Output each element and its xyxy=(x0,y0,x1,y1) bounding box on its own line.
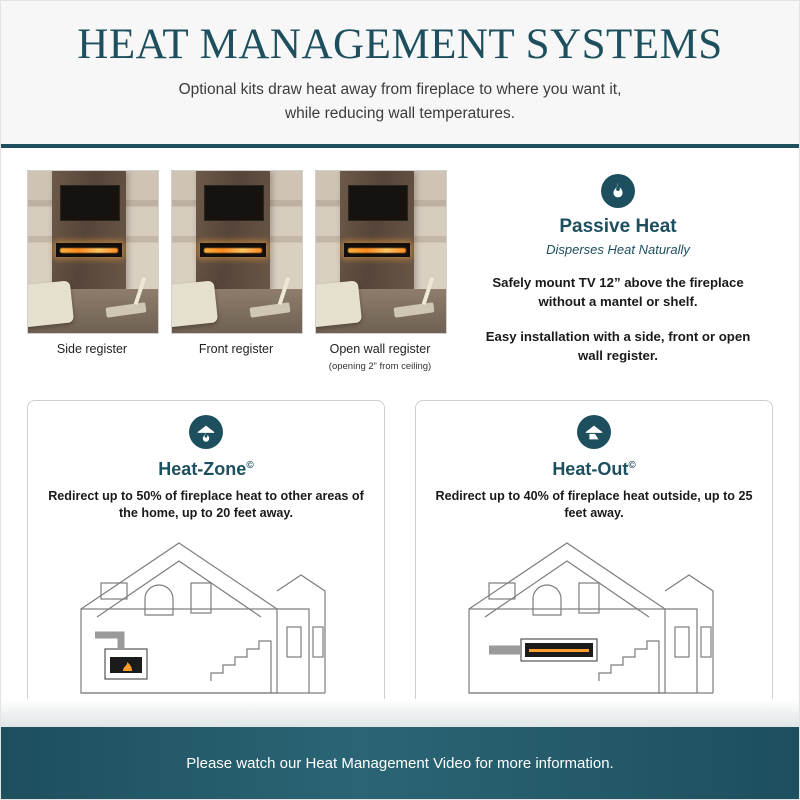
card-title xyxy=(430,459,758,480)
room-tv xyxy=(348,185,408,221)
page-subtitle xyxy=(100,78,700,126)
passive-heat-paragraph-2: Easy installation with a side, front or open wall register. xyxy=(485,329,751,364)
register-item-side xyxy=(27,170,157,382)
register-caption: Side register xyxy=(56,342,128,357)
room-fire xyxy=(200,243,266,257)
room-tv xyxy=(204,185,264,221)
card-title xyxy=(42,459,370,480)
house-cutaway-heat-out xyxy=(430,531,758,706)
passive-heat-paragraph-1: Safely mount TV 12” above the fireplace without a mantel or shelf. xyxy=(492,275,744,310)
register-subcaption: (opening 2” from ceiling) xyxy=(328,360,432,372)
room-tv xyxy=(60,185,120,221)
room-sofa xyxy=(171,280,218,327)
register-item-front xyxy=(171,170,301,382)
room-sofa xyxy=(27,280,74,327)
card-heat-zone xyxy=(27,400,385,717)
house-cutaway-heat-zone xyxy=(42,531,370,706)
card-title-mark: © xyxy=(246,459,254,471)
feature-cards xyxy=(1,388,799,717)
card-title-mark: © xyxy=(628,459,636,471)
card-heat-out xyxy=(415,400,773,717)
footer-text[interactable]: Please watch our Heat Management Video for more information. xyxy=(186,754,614,772)
room-fire xyxy=(344,243,410,257)
register-caption: Open wall register xyxy=(329,342,431,357)
card-description: Redirect up to 40% of fireplace heat outside, up to 25 feet away. xyxy=(435,488,753,521)
register-caption: Front register xyxy=(198,342,274,357)
flame-badge-icon xyxy=(601,174,635,208)
page-subtitle-line2: while reducing wall temperatures. xyxy=(284,105,516,123)
register-item-open-wall xyxy=(315,170,445,382)
card-description: Redirect up to 50% of fireplace heat to other areas of the home, up to 20 feet away. xyxy=(48,488,364,521)
card-title-text: Heat-Out xyxy=(552,458,629,479)
page-title: HEAT MANAGEMENT SYSTEMS xyxy=(77,21,723,68)
page-subtitle-line1: Optional kits draw heat away from fireplace to where you want it, xyxy=(178,81,622,98)
heat-zone-badge-icon xyxy=(189,415,223,449)
register-photo-open-wall xyxy=(315,170,447,334)
passive-heat-title: Passive Heat xyxy=(559,216,677,238)
footer-divider xyxy=(1,699,799,727)
register-gallery xyxy=(27,170,445,382)
card-title-text: Heat-Zone xyxy=(158,458,247,479)
passive-heat-section xyxy=(445,170,773,382)
footer-bar[interactable] xyxy=(1,727,799,799)
room-fire xyxy=(56,243,122,257)
register-photo-front xyxy=(171,170,303,334)
heat-out-badge-icon xyxy=(577,415,611,449)
register-photo-side xyxy=(27,170,159,334)
top-section xyxy=(1,148,799,388)
passive-heat-tagline: Disperses Heat Naturally xyxy=(546,242,690,258)
page-header xyxy=(1,1,799,148)
room-sofa xyxy=(315,280,362,327)
